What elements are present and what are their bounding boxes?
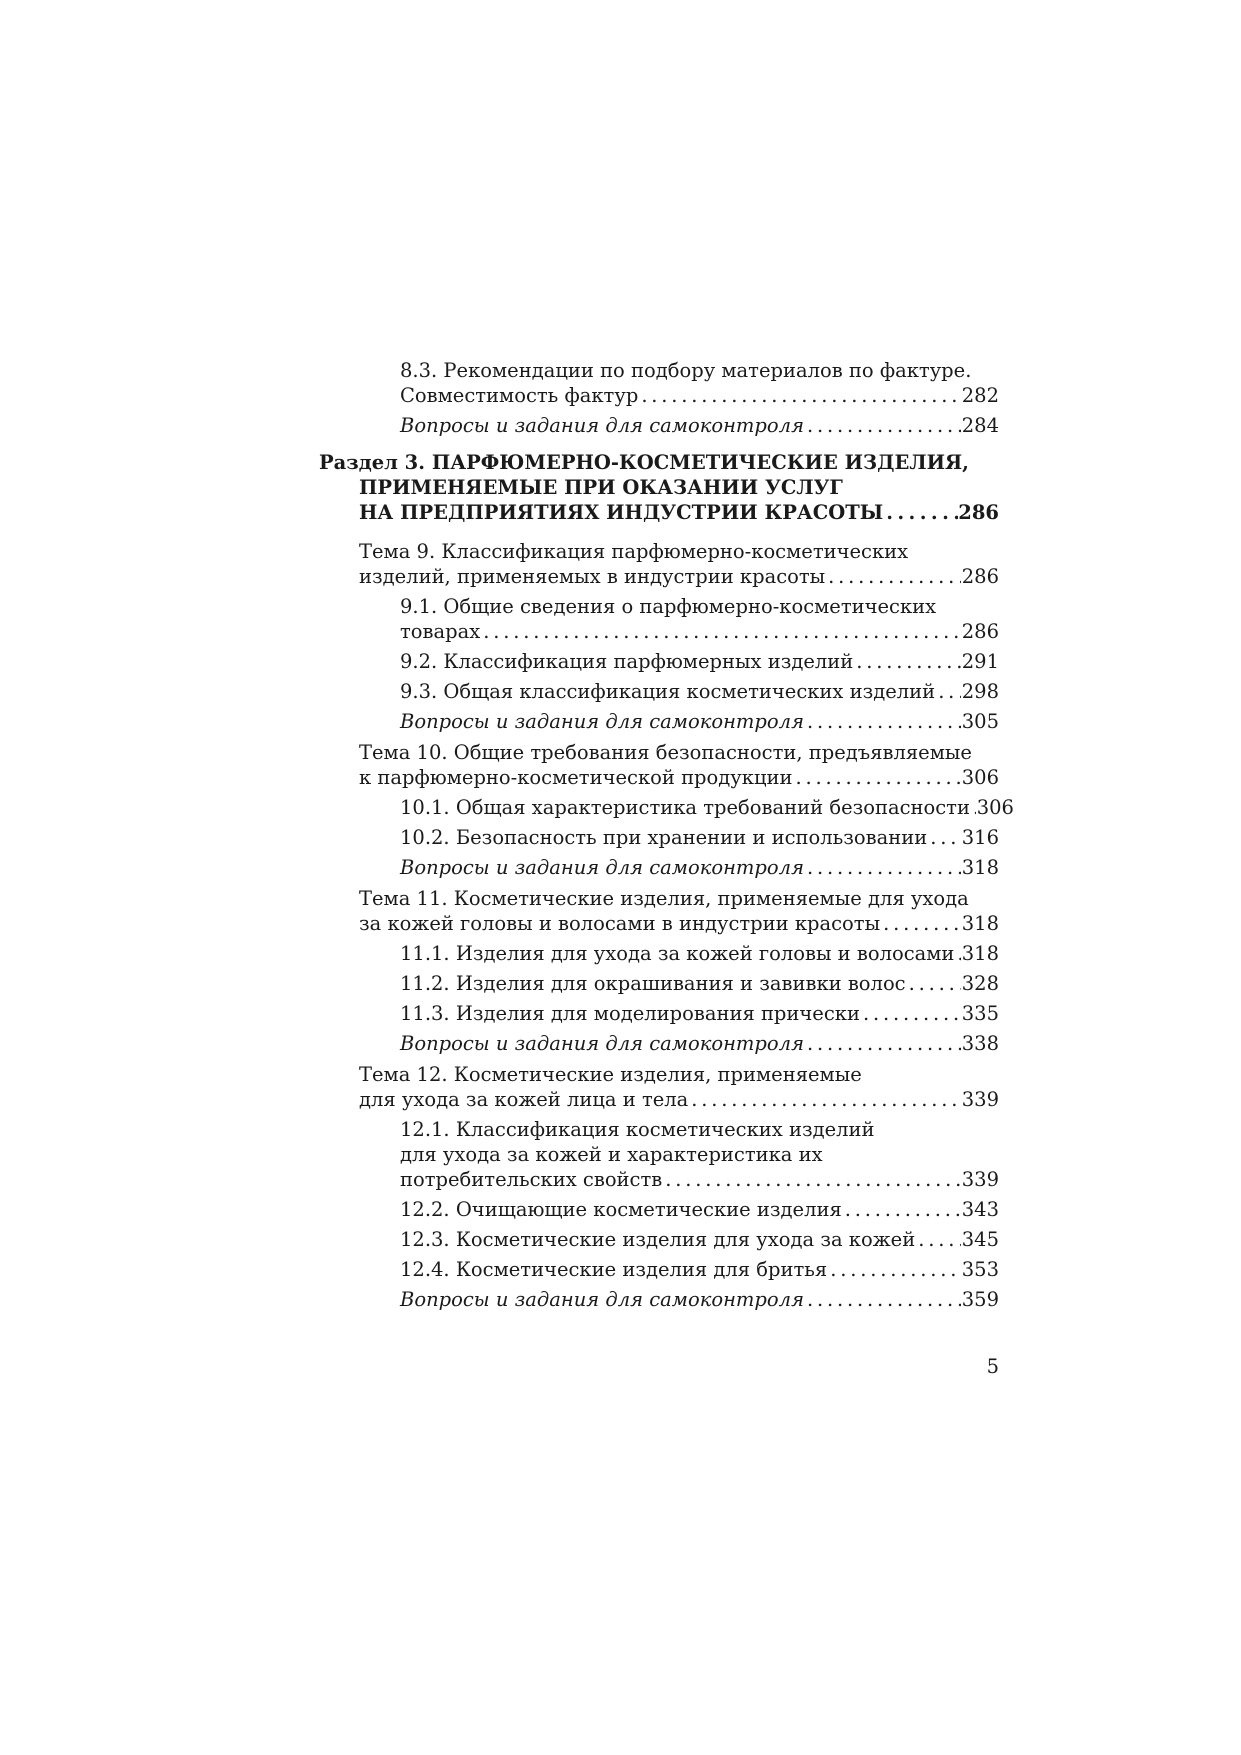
toc-page-number: 316	[961, 826, 999, 849]
toc-line	[319, 450, 999, 475]
toc-line	[359, 539, 999, 564]
toc-line	[400, 1142, 999, 1167]
toc-entry-title: Тема 11. Косметические изделия, применяемые для ухода	[359, 887, 969, 910]
toc-entry-title: Вопросы и задания для самоконтроля	[400, 414, 804, 437]
toc-entry-title: 12.2. Очищающие косметические изделия	[400, 1198, 842, 1221]
dot-leader	[853, 649, 961, 674]
toc-entry-title: к парфюмерно-косметической продукции	[359, 766, 793, 789]
toc-subentry	[319, 1031, 999, 1056]
toc-entry-title: для ухода за кожей лица и тела	[359, 1088, 689, 1111]
toc-line	[400, 413, 999, 438]
toc-line	[359, 564, 999, 589]
toc-page-number: 345	[961, 1228, 999, 1251]
toc-entry-title: 9.1. Общие сведения о парфюмерно-косметических	[400, 595, 937, 618]
dot-leader	[825, 564, 961, 589]
toc-line	[400, 594, 999, 619]
toc-page-number: 328	[961, 972, 999, 995]
toc-page-number: 318	[961, 912, 999, 935]
toc-subentry	[319, 594, 999, 644]
toc-line	[400, 358, 999, 383]
toc-page-number: 343	[961, 1198, 999, 1221]
dot-leader	[480, 619, 961, 644]
dot-leader	[842, 1197, 961, 1222]
toc-page-number: 306	[961, 766, 999, 789]
toc-page-number: 335	[961, 1002, 999, 1025]
toc-line	[400, 941, 999, 966]
toc-page-number: 291	[961, 650, 999, 673]
toc-line	[400, 1257, 999, 1282]
toc-entry-title: 12.4. Косметические изделия для бритья	[400, 1258, 828, 1281]
page-number: 5	[986, 1355, 999, 1378]
toc-line	[400, 855, 999, 880]
toc-page-number: 318	[961, 942, 999, 965]
toc-entry-title: 9.3. Общая классификация косметических изделий	[400, 680, 936, 703]
toc-line	[359, 911, 999, 936]
toc-page-number: 305	[961, 710, 999, 733]
toc-entry-title: НА ПРЕДПРИЯТИЯХ ИНДУСТРИИ КРАСОТЫ	[359, 501, 884, 524]
table-of-contents	[319, 358, 1014, 1317]
toc-page-number: 338	[961, 1032, 999, 1055]
toc-line	[400, 1167, 999, 1192]
toc-subentry	[319, 795, 1014, 820]
toc-topic	[319, 886, 999, 936]
toc-entry-title: изделий, применяемых в индустрии красоты	[359, 565, 826, 588]
toc-subentry	[319, 1001, 999, 1026]
toc-page-number: 339	[961, 1168, 999, 1191]
toc-entry-title: 11.1. Изделия для ухода за кожей головы и волосами	[400, 942, 955, 965]
toc-section	[319, 450, 999, 525]
toc-subentry	[319, 941, 999, 966]
dot-leader	[927, 825, 961, 850]
toc-page-number: 339	[961, 1088, 999, 1111]
dot-leader	[880, 911, 961, 936]
toc-line	[400, 825, 999, 850]
toc-line	[400, 679, 999, 704]
toc-line	[400, 383, 999, 408]
toc-subentry	[319, 709, 999, 734]
dot-leader	[860, 1001, 961, 1026]
dot-leader	[688, 1087, 961, 1112]
toc-entry-title: 11.2. Изделия для окрашивания и завивки волос	[400, 972, 906, 995]
toc-line	[319, 475, 999, 500]
toc-entry-title: 9.2. Классификация парфюмерных изделий	[400, 650, 854, 673]
toc-subentry	[319, 358, 999, 408]
toc-subentry	[319, 1227, 999, 1252]
toc-entry-title: Вопросы и задания для самоконтроля	[400, 1288, 804, 1311]
toc-subentry	[319, 679, 999, 704]
toc-entry-title: Вопросы и задания для самоконтроля	[400, 1032, 804, 1055]
dot-leader	[804, 709, 961, 734]
toc-entry-title: ПРИМЕНЯЕМЫЕ ПРИ ОКАЗАНИИ УСЛУГ	[359, 476, 843, 499]
dot-leader	[804, 1287, 961, 1312]
toc-entry-title: 12.1. Классификация косметических изделий	[400, 1118, 875, 1141]
toc-entry-title: Тема 9. Классификация парфюмерно-косметических	[359, 540, 909, 563]
toc-entry-title: Тема 10. Общие требования безопасности, предъявляемые	[359, 741, 972, 764]
toc-entry-title: 8.3. Рекомендации по подбору материалов по фактуре.	[400, 359, 972, 382]
toc-entry-title: потребительских свойств	[400, 1168, 663, 1191]
toc-line	[359, 1062, 999, 1087]
toc-entry-title: 12.3. Косметические изделия для ухода за кожей	[400, 1228, 916, 1251]
dot-leader	[804, 1031, 961, 1056]
dot-leader	[827, 1257, 961, 1282]
dot-leader	[915, 1227, 961, 1252]
dot-leader	[883, 500, 958, 525]
dot-leader	[906, 971, 961, 996]
toc-page-number: 318	[961, 856, 999, 879]
toc-line	[400, 1197, 999, 1222]
toc-line	[400, 1117, 999, 1142]
toc-line	[359, 740, 999, 765]
toc-entry-title: Раздел 3. ПАРФЮМЕРНО-КОСМЕТИЧЕСКИЕ ИЗДЕЛИЯ,	[319, 451, 969, 474]
toc-line	[400, 971, 999, 996]
toc-entry-title: 10.2. Безопасность при хранении и использовании	[400, 826, 928, 849]
toc-entry-title: Вопросы и задания для самоконтроля	[400, 710, 804, 733]
toc-entry-title: Тема 12. Косметические изделия, применяемые	[359, 1063, 862, 1086]
toc-entry-title: товарах	[400, 620, 481, 643]
toc-topic	[319, 740, 999, 790]
toc-entry-title: за кожей головы и волосами в индустрии красоты	[359, 912, 881, 935]
toc-subentry	[319, 855, 999, 880]
toc-line	[400, 795, 1014, 820]
toc-subentry	[319, 971, 999, 996]
dot-leader	[804, 413, 961, 438]
toc-subentry	[319, 413, 999, 438]
toc-entry-title: Вопросы и задания для самоконтроля	[400, 856, 804, 879]
toc-page-number: 284	[961, 414, 999, 437]
toc-subentry	[319, 1257, 999, 1282]
toc-line	[400, 619, 999, 644]
toc-page-number: 306	[976, 796, 1014, 819]
toc-page-number: 286	[961, 565, 999, 588]
toc-line	[319, 500, 999, 525]
toc-entry-title: 11.3. Изделия для моделирования прически	[400, 1002, 860, 1025]
toc-page-number: 282	[961, 384, 999, 407]
toc-entry-title: 10.1. Общая характеристика требований безопасности	[400, 796, 970, 819]
dot-leader	[638, 383, 961, 408]
toc-page-number: 286	[958, 501, 999, 524]
toc-line	[359, 1087, 999, 1112]
toc-entry-title: для ухода за кожей и характеристика их	[400, 1143, 823, 1166]
dot-leader	[804, 855, 961, 880]
toc-entry-title: Совместимость фактур	[400, 384, 639, 407]
toc-subentry	[319, 649, 999, 674]
toc-line	[400, 1031, 999, 1056]
toc-topic	[319, 1062, 999, 1112]
toc-subentry	[319, 825, 999, 850]
toc-line	[359, 765, 999, 790]
toc-line	[400, 649, 999, 674]
toc-page-number: 359	[961, 1288, 999, 1311]
dot-leader	[662, 1167, 961, 1192]
toc-line	[400, 709, 999, 734]
toc-page-number: 353	[961, 1258, 999, 1281]
toc-subentry	[319, 1197, 999, 1222]
toc-topic	[319, 539, 999, 589]
toc-line	[400, 1227, 999, 1252]
toc-page-number: 286	[961, 620, 999, 643]
toc-line	[400, 1287, 999, 1312]
toc-subentry	[319, 1287, 999, 1312]
toc-line	[359, 886, 999, 911]
toc-line	[400, 1001, 999, 1026]
dot-leader	[954, 941, 961, 966]
dot-leader	[793, 765, 962, 790]
dot-leader	[935, 679, 961, 704]
toc-subentry	[319, 1117, 999, 1192]
toc-page-number: 298	[961, 680, 999, 703]
